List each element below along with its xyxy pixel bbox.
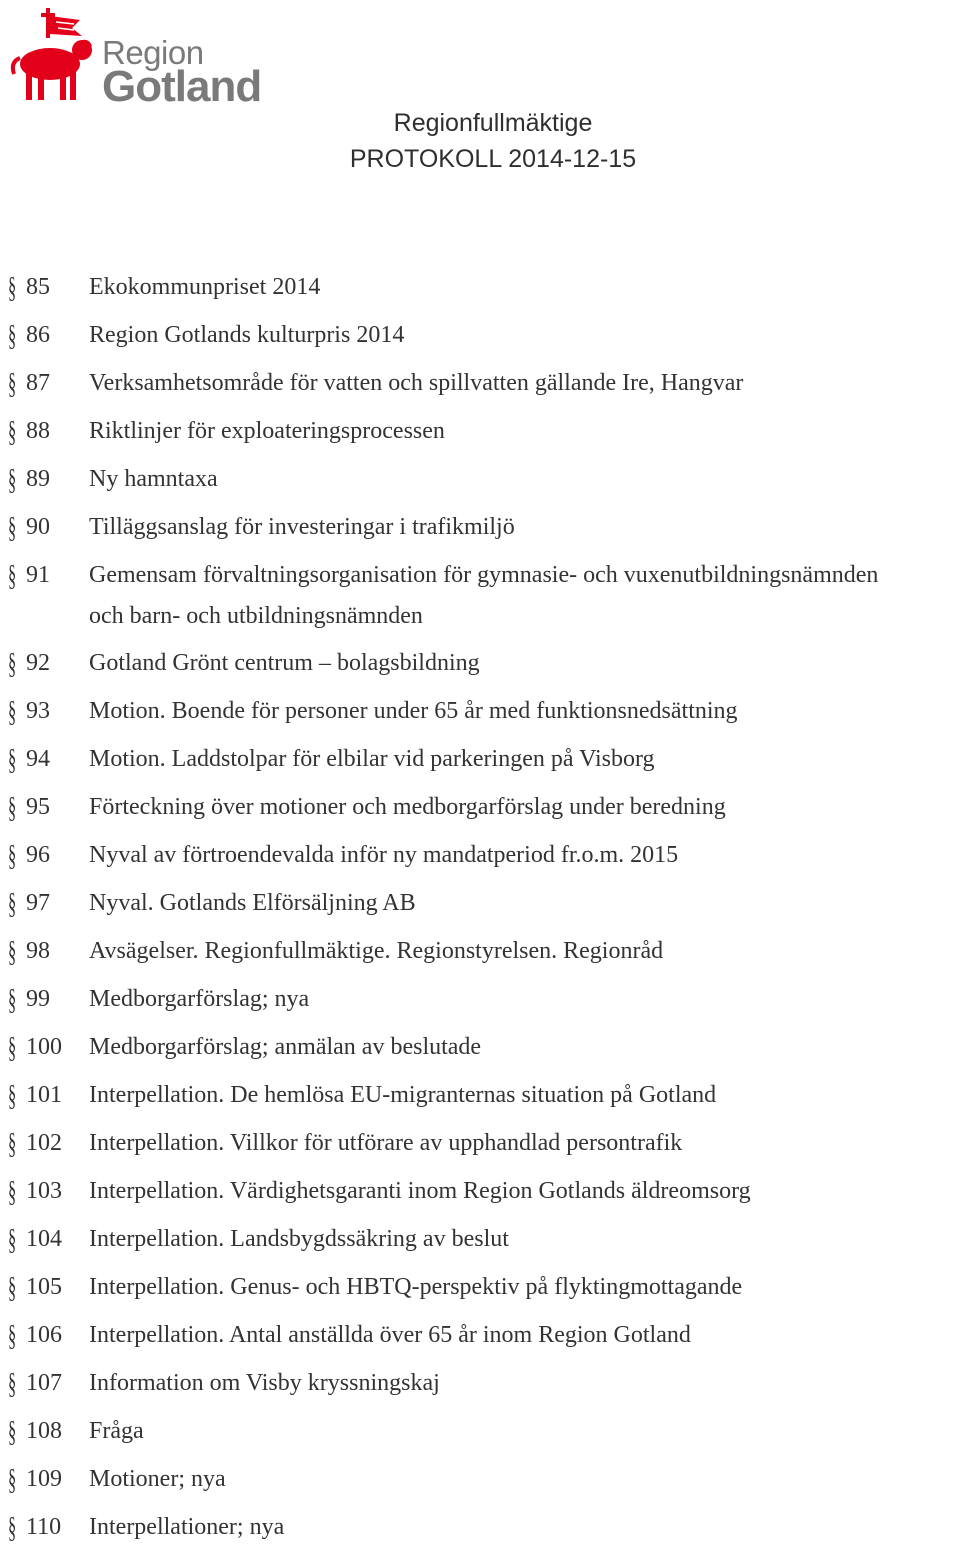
agenda-item-title: Tilläggsanslag för investeringar i trafikmiljö (89, 514, 515, 540)
agenda-item-title: Verksamhetsområde för vatten och spillvatten gällande Ire, Hangvar (89, 370, 744, 396)
agenda-item (0, 979, 960, 1020)
agenda-item-title: Interpellation. Värdighetsgaranti inom Region Gotlands äldreomsorg (89, 1178, 751, 1204)
agenda-item-title: Ny hamntaxa (89, 466, 218, 492)
agenda-item (0, 1027, 960, 1068)
agenda-item-number: 90 (26, 514, 50, 540)
agenda-item (0, 507, 960, 548)
section-symbol: § (8, 1127, 17, 1160)
agenda-item (0, 931, 960, 972)
agenda-item (0, 1363, 960, 1404)
gotland-ram-icon (8, 6, 98, 106)
agenda-item-title: Motion. Laddstolpar för elbilar vid parkeringen på Visborg (89, 746, 655, 772)
agenda-item-number: 109 (26, 1466, 62, 1492)
section-symbol: § (8, 839, 17, 872)
agenda-item-number: 93 (26, 698, 50, 724)
agenda-item-title: Medborgarförslag; nya (89, 986, 310, 1012)
section-symbol: § (8, 935, 17, 968)
agenda-item (0, 835, 960, 876)
section-symbol: § (8, 1031, 17, 1064)
agenda-item (0, 1123, 960, 1164)
agenda-item (0, 1075, 960, 1116)
agenda-item-number: 87 (26, 370, 50, 396)
agenda-item (0, 1219, 960, 1260)
agenda-item-title: Ekokommunpriset 2014 (89, 274, 321, 300)
agenda-item-title-continued: och barn- och utbildningsnämnden (89, 603, 423, 629)
agenda-item-number: 95 (26, 794, 50, 820)
section-symbol: § (8, 1511, 17, 1544)
agenda-item (0, 267, 960, 308)
section-symbol: § (8, 463, 17, 496)
logo-wordmark (102, 36, 261, 109)
agenda-item-number: 91 (26, 562, 50, 588)
section-symbol: § (8, 367, 17, 400)
agenda-item-number: 94 (26, 746, 50, 772)
page-subtitle: PROTOKOLL 2014-12-15 (349, 145, 637, 173)
agenda-item-number: 110 (26, 1514, 62, 1540)
section-symbol: § (8, 743, 17, 776)
agenda-item-title: Region Gotlands kulturpris 2014 (89, 322, 405, 348)
agenda-item-title: Interpellationer; nya (89, 1514, 285, 1540)
agenda-item-number: 101 (26, 1082, 62, 1108)
agenda-item-title: Avsägelser. Regionfullmäktige. Regionstyrelsen. Regionråd (89, 938, 664, 964)
section-symbol: § (8, 887, 17, 920)
section-symbol: § (8, 415, 17, 448)
agenda-item (0, 1459, 960, 1500)
agenda-item-title: Fråga (89, 1418, 144, 1444)
section-symbol: § (8, 559, 17, 592)
section-symbol: § (8, 319, 17, 352)
agenda-item-number: 105 (26, 1274, 62, 1300)
agenda-item (0, 1315, 960, 1356)
logo-line-gotland: Gotland (102, 62, 262, 111)
agenda-item-number: 92 (26, 650, 50, 676)
section-symbol: § (8, 1079, 17, 1112)
agenda-item (0, 315, 960, 356)
agenda-item-number: 106 (26, 1322, 62, 1348)
section-symbol: § (8, 1175, 17, 1208)
agenda-item-number: 85 (26, 274, 50, 300)
agenda-item (0, 459, 960, 500)
agenda-item (0, 739, 960, 780)
logo-line-region: Region (102, 34, 204, 71)
agenda-item-title: Gotland Grönt centrum – bolagsbildning (89, 650, 480, 676)
agenda-item-title: Gemensam förvaltningsorganisation för gymnasie- och vuxenutbildningsnämnden (89, 562, 879, 588)
agenda-item-number: 89 (26, 466, 50, 492)
agenda-item-number: 103 (26, 1178, 62, 1204)
section-symbol: § (8, 1463, 17, 1496)
section-symbol: § (8, 1271, 17, 1304)
section-symbol: § (8, 647, 17, 680)
section-symbol: § (8, 1367, 17, 1400)
agenda-item (0, 643, 960, 684)
agenda-item-title: Motioner; nya (89, 1466, 226, 1492)
agenda-item-title: Förteckning över motioner och medborgarförslag under beredning (89, 794, 726, 820)
section-symbol: § (8, 1223, 17, 1256)
agenda-item-number: 86 (26, 322, 50, 348)
agenda-item-title: Riktlinjer för exploateringsprocessen (89, 418, 445, 444)
agenda-item (0, 363, 960, 404)
agenda-item-number: 108 (26, 1418, 62, 1444)
region-gotland-logo (8, 6, 268, 111)
section-symbol: § (8, 271, 17, 304)
section-symbol: § (8, 695, 17, 728)
agenda-item-title: Nyval av förtroendevalda inför ny mandatperiod fr.o.m. 2015 (89, 842, 679, 868)
agenda-item-title: Interpellation. Genus- och HBTQ-perspektiv på flyktingmottagande (89, 1274, 743, 1300)
agenda-item-number: 100 (26, 1034, 62, 1060)
agenda-item-title: Nyval. Gotlands Elförsäljning AB (89, 890, 416, 916)
section-symbol: § (8, 791, 17, 824)
agenda-item-number: 102 (26, 1130, 62, 1156)
agenda-item-number: 104 (26, 1226, 62, 1252)
agenda-item-title: Interpellation. Antal anställda över 65 år inom Region Gotland (89, 1322, 691, 1348)
section-symbol: § (8, 1415, 17, 1448)
agenda-item-number: 97 (26, 890, 50, 916)
agenda-item (0, 691, 960, 732)
section-symbol: § (8, 511, 17, 544)
agenda-item-number: 107 (26, 1370, 62, 1396)
agenda-item (0, 883, 960, 924)
agenda-item-title: Medborgarförslag; anmälan av beslutade (89, 1034, 482, 1060)
agenda-item (0, 555, 960, 629)
agenda-item-title: Interpellation. Landsbygdssäkring av beslut (89, 1226, 509, 1252)
agenda-item-number: 98 (26, 938, 50, 964)
section-symbol: § (8, 983, 17, 1016)
agenda-item-number: 88 (26, 418, 50, 444)
agenda-item (0, 787, 960, 828)
agenda-item-number: 99 (26, 986, 50, 1012)
agenda-item-title: Interpellation. Villkor för utförare av upphandlad persontrafik (89, 1130, 683, 1156)
agenda-item (0, 1411, 960, 1452)
page-title: Regionfullmäktige (393, 109, 593, 137)
agenda-item-title: Interpellation. De hemlösa EU-migranternas situation på Gotland (89, 1082, 717, 1108)
agenda-item (0, 1267, 960, 1308)
agenda-item (0, 1171, 960, 1212)
agenda-item (0, 411, 960, 452)
agenda-item-title: Information om Visby kryssningskaj (89, 1370, 440, 1396)
section-symbol: § (8, 1319, 17, 1352)
agenda-item (0, 1507, 960, 1548)
agenda-item-number: 96 (26, 842, 50, 868)
agenda-item-title: Motion. Boende för personer under 65 år med funktionsnedsättning (89, 698, 738, 724)
